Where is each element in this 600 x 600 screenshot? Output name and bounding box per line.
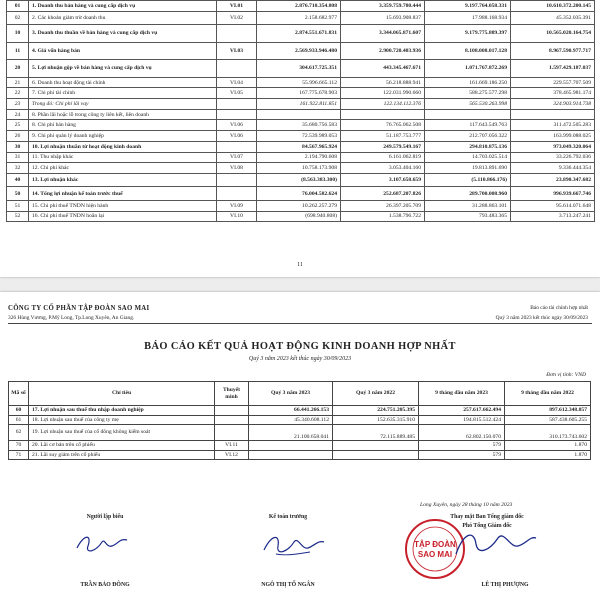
cell-m9-2023: 8.108.008.017.128 xyxy=(425,42,511,60)
cell-q3-2022: 15.693.908.837 xyxy=(341,11,425,25)
cell-m9-2022: 1.870 xyxy=(505,450,591,460)
cell-q3-2022: 56.218.888.941 xyxy=(341,77,425,88)
cell-q3-2022: 152.635.315.910 xyxy=(333,415,419,425)
cell-q3-2023: 55.996.665.112 xyxy=(257,77,341,88)
table-row xyxy=(7,141,595,152)
accountant-signature xyxy=(258,528,328,562)
cell-note xyxy=(217,141,257,152)
cell-label: 18. Lợi nhuận sau thuế của công ty mẹ xyxy=(29,415,215,425)
stamp-text-line2: SAO MAI xyxy=(417,550,453,559)
cell-note: VI.06 xyxy=(217,120,257,131)
cell-m9-2022: 1.870 xyxy=(505,441,591,451)
director-role-1: Thay mặt Ban Tổng giám đốc xyxy=(450,514,524,520)
table-row xyxy=(7,60,595,78)
cell-q3-2022: 3.107.658.659 xyxy=(341,173,425,187)
header-note: Thuyết minh xyxy=(215,382,249,406)
cell-label: Trong đó: Chi phí lãi vay xyxy=(29,99,217,110)
cell-m9-2023: 212.707.056.322 xyxy=(425,131,511,142)
cell-label: 11. Thu nhập khác xyxy=(29,152,217,163)
income-statement-table xyxy=(8,381,591,460)
cell-m9-2022: 229.557.707.509 xyxy=(511,77,595,88)
cell-m9-2023: 31.288.863.101 xyxy=(425,200,511,211)
company-name: CÔNG TY CỔ PHẦN TẬP ĐOÀN SAO MAI xyxy=(8,305,150,312)
cell-q3-2022: 3.053.404.160 xyxy=(341,163,425,174)
cell-m9-2023: 9.179.775.889.397 xyxy=(425,25,511,43)
cell-code: 62 xyxy=(9,425,29,441)
header-label: Chỉ tiêu xyxy=(29,382,215,406)
director-signature xyxy=(448,524,538,564)
cell-m9-2022: 8.967.590.977.717 xyxy=(511,42,595,60)
cell-m9-2023: 14.703.025.514 xyxy=(425,152,511,163)
cell-m9-2022: 311.472.505.283 xyxy=(511,120,595,131)
cell-m9-2023: 289.700.008.960 xyxy=(425,187,511,201)
cell-label: 17. Lợi nhuận sau thuế thu nhập doanh nghiệp xyxy=(29,406,215,416)
table-row xyxy=(7,200,595,211)
cell-m9-2023: 19.813.891.690 xyxy=(425,163,511,174)
cell-note xyxy=(215,415,249,425)
cell-m9-2023: 579 xyxy=(419,441,505,451)
cell-m9-2022: 897.612.348.857 xyxy=(505,406,591,416)
table-row xyxy=(7,99,595,110)
cell-m9-2023: 62.802.150.070 xyxy=(419,425,505,441)
cell-m9-2023: 194.815.512.424 xyxy=(419,415,505,425)
cell-q3-2023: 35.680.756.583 xyxy=(257,120,341,131)
cell-q3-2023: (698.940.808) xyxy=(257,211,341,222)
stamp-text-line1: TẬP ĐOÀN xyxy=(414,540,456,549)
cell-q3-2023 xyxy=(249,441,333,451)
header-q3-2023: Quý 3 năm 2023 xyxy=(249,382,333,406)
cell-m9-2022: 33.226.792.036 xyxy=(511,152,595,163)
income-statement-table-continued xyxy=(6,0,595,222)
cell-m9-2023: 161.669.186.250 xyxy=(425,77,511,88)
table-row xyxy=(7,11,595,25)
cell-q3-2022: 76.765.062.508 xyxy=(341,120,425,131)
company-address: 326 Hùng Vương, P.Mỹ Long, Tp.Long Xuyên, An Giang. xyxy=(8,315,135,321)
cell-note xyxy=(215,406,249,416)
table-row xyxy=(9,415,591,425)
cell-note xyxy=(217,25,257,43)
cell-label: 14. Tổng lợi nhuận kế toán trước thuế xyxy=(29,187,217,201)
cell-q3-2022: 72.115.889.485 xyxy=(333,425,419,441)
page-number: 11 xyxy=(297,262,303,268)
cell-q3-2023 xyxy=(257,109,341,120)
cell-q3-2022: 26.397.205.709 xyxy=(341,200,425,211)
cell-q3-2023: 76.004.582.624 xyxy=(257,187,341,201)
table-row xyxy=(7,120,595,131)
table-row xyxy=(7,131,595,142)
table-row xyxy=(9,425,591,441)
table-row xyxy=(7,25,595,43)
cell-q3-2023: 2.158.682.977 xyxy=(257,11,341,25)
report-period: Quý 3 năm 2023 kết thúc ngày 30/09/2023 xyxy=(495,315,588,321)
cell-m9-2023: 588.275.577.298 xyxy=(425,88,511,99)
cell-q3-2023: 2.569.933.946.480 xyxy=(257,42,341,60)
cell-label: 7. Chi phí tài chính xyxy=(29,88,217,99)
cell-note xyxy=(217,99,257,110)
cell-code: 61 xyxy=(9,415,29,425)
cell-m9-2022: 310.173.743.602 xyxy=(505,425,591,441)
cell-q3-2022 xyxy=(333,441,419,451)
director-role-2: Phó Tổng Giám đốc xyxy=(462,523,512,529)
table-row xyxy=(7,163,595,174)
cell-code: 50 xyxy=(7,187,29,201)
table-row xyxy=(7,173,595,187)
cell-label: 19. Lợi nhuận sau thuế của cổ đông không kiểm soát xyxy=(29,425,215,441)
cell-m9-2023 xyxy=(425,109,511,120)
cell-m9-2023: 565.530.263.998 xyxy=(425,99,511,110)
cell-code: 23 xyxy=(7,99,29,110)
table-row xyxy=(7,152,595,163)
header-q3-2022: Quý 3 năm 2022 xyxy=(333,382,419,406)
table-row xyxy=(9,441,591,451)
cell-m9-2022: 10.565.020.164.754 xyxy=(511,25,595,43)
header-9m-2023: 9 tháng đầu năm 2023 xyxy=(419,382,505,406)
header-divider xyxy=(8,323,592,324)
place-date: Long Xuyên, ngày 28 tháng 10 năm 2023 xyxy=(420,502,513,508)
cell-note: VI.11 xyxy=(215,441,249,451)
cell-q3-2023 xyxy=(249,450,333,460)
cell-label: 5. Lợi nhuận gộp về bán hàng và cung cấp dịch vụ xyxy=(29,60,217,78)
cell-q3-2023: 45.340.608.112 xyxy=(249,415,333,425)
cell-note: VI.12 xyxy=(215,450,249,460)
report-page-bottom xyxy=(0,292,600,600)
accountant-role: Kế toán trưởng xyxy=(268,514,308,520)
cell-code: 71 xyxy=(9,450,29,460)
cell-m9-2022: 23.890.347.682 xyxy=(511,173,595,187)
cell-m9-2023: 579 xyxy=(419,450,505,460)
cell-q3-2023: 2.876.710.354.808 xyxy=(257,1,341,12)
cell-label: 8. Phần lãi hoặc lỗ trong công ty liên kết, liên doanh xyxy=(29,109,217,120)
cell-m9-2022: 45.352.035.391 xyxy=(511,11,595,25)
header-9m-2022: 9 tháng đầu năm 2022 xyxy=(505,382,591,406)
cell-code: 02 xyxy=(7,11,29,25)
cell-label: 21. Lãi suy giảm trên cổ phiếu xyxy=(29,450,215,460)
preparer-signature xyxy=(72,530,132,560)
accountant-name: NGÔ THỊ TỐ NGÂN xyxy=(261,582,315,588)
table-row xyxy=(9,450,591,460)
cell-code: 25 xyxy=(7,120,29,131)
report-type: Báo cáo tài chính hợp nhất xyxy=(530,305,588,311)
table-row xyxy=(7,109,595,120)
cell-q3-2023: 66.441.266.153 xyxy=(249,406,333,416)
cell-m9-2023: 117.643.549.763 xyxy=(425,120,511,131)
cell-q3-2023: 21.100.658.041 xyxy=(249,425,333,441)
table-row xyxy=(7,187,595,201)
cell-label: 16. Chi phí thuế TNDN hoãn lại xyxy=(29,211,217,222)
cell-q3-2022: 51.187.753.777 xyxy=(341,131,425,142)
cell-code: 24 xyxy=(7,109,29,120)
cell-m9-2023: 793.483.365 xyxy=(425,211,511,222)
cell-code: 11 xyxy=(7,42,29,60)
header-code: Mã số xyxy=(9,382,29,406)
cell-m9-2022: 587.438.605.255 xyxy=(505,415,591,425)
cell-note: VI.08 xyxy=(217,163,257,174)
cell-code: 10 xyxy=(7,25,29,43)
cell-q3-2022 xyxy=(341,109,425,120)
cell-q3-2023: 304.617.725.351 xyxy=(257,60,341,78)
cell-m9-2022 xyxy=(511,109,595,120)
cell-code: 22 xyxy=(7,88,29,99)
cell-q3-2023: (8.563.383.300) xyxy=(257,173,341,187)
cell-q3-2022: 122.031.990.660 xyxy=(341,88,425,99)
cell-q3-2023: 167.775.678.903 xyxy=(257,88,341,99)
cell-m9-2022: 324.903.914.738 xyxy=(511,99,595,110)
cell-note xyxy=(217,187,257,201)
cell-q3-2023: 72.539.989.053 xyxy=(257,131,341,142)
cell-label: 3. Doanh thu thuần về bán hàng và cung cấp dịch vụ xyxy=(29,25,217,43)
currency-unit: Đơn vị tính: VND xyxy=(546,372,586,378)
table-row xyxy=(9,406,591,416)
cell-note xyxy=(215,425,249,441)
cell-q3-2023: 2.874.551.671.831 xyxy=(257,25,341,43)
cell-note: VI.10 xyxy=(217,211,257,222)
cell-label: 6. Doanh thu hoạt động tài chính xyxy=(29,77,217,88)
cell-label: 8. Chi phí bán hàng xyxy=(29,120,217,131)
report-title: BÁO CÁO KẾT QUẢ HOẠT ĐỘNG KINH DOANH HỢP NHẤT xyxy=(144,341,456,352)
table-row xyxy=(7,211,595,222)
cell-label: 12. Chi phí khác xyxy=(29,163,217,174)
cell-q3-2023: 2.194.790.608 xyxy=(257,152,341,163)
cell-code: 70 xyxy=(9,441,29,451)
cell-note xyxy=(217,173,257,187)
cell-code: 30 xyxy=(7,141,29,152)
cell-code: 20 xyxy=(7,60,29,78)
cell-q3-2022: 443.345.467.671 xyxy=(341,60,425,78)
cell-note: VI.02 xyxy=(217,11,257,25)
cell-m9-2022: 9.336.444.354 xyxy=(511,163,595,174)
cell-note: VI.04 xyxy=(217,77,257,88)
cell-note xyxy=(217,109,257,120)
cell-q3-2022: 3.344.065.871.607 xyxy=(341,25,425,43)
cell-q3-2022: 249.579.549.167 xyxy=(341,141,425,152)
report-subtitle: Quý 3 năm 2023 kết thúc ngày 30/09/2023 xyxy=(248,356,352,362)
cell-label: 9. Chi phí quản lý doanh nghiệp xyxy=(29,131,217,142)
cell-code: 26 xyxy=(7,131,29,142)
table-header-row xyxy=(9,382,591,406)
cell-q3-2022: 3.359.759.780.444 xyxy=(341,1,425,12)
table-row xyxy=(7,42,595,60)
director-name: LÊ THỊ PHƯỢNG xyxy=(481,582,529,588)
cell-q3-2022: 252.687.207.826 xyxy=(341,187,425,201)
cell-code: 31 xyxy=(7,152,29,163)
cell-code: 52 xyxy=(7,211,29,222)
cell-label: 4. Giá vốn hàng bán xyxy=(29,42,217,60)
cell-q3-2022: 6.161.062.819 xyxy=(341,152,425,163)
cell-m9-2023: (5.110.866.176) xyxy=(425,173,511,187)
cell-m9-2022: 1.597.429.187.037 xyxy=(511,60,595,78)
cell-code: 32 xyxy=(7,163,29,174)
cell-note: VI.05 xyxy=(217,88,257,99)
cell-m9-2023: 17.988.168.934 xyxy=(425,11,511,25)
cell-m9-2022: 3.713.247.241 xyxy=(511,211,595,222)
cell-q3-2022: 1.538.796.722 xyxy=(341,211,425,222)
preparer-role: Người lập biểu xyxy=(86,514,124,520)
cell-label: 1. Doanh thu bán hàng và cung cấp dịch vụ xyxy=(29,1,217,12)
cell-m9-2022: 10.610.372.200.145 xyxy=(511,1,595,12)
cell-m9-2022: 163.999.088.025 xyxy=(511,131,595,142)
cell-m9-2023: 9.197.764.058.331 xyxy=(425,1,511,12)
cell-note: VI.01 xyxy=(217,1,257,12)
cell-q3-2023: 84.567.965.924 xyxy=(257,141,341,152)
cell-code: 01 xyxy=(7,1,29,12)
cell-q3-2022: 2.900.720.403.936 xyxy=(341,42,425,60)
cell-code: 60 xyxy=(9,406,29,416)
cell-m9-2022: 378.465.981.174 xyxy=(511,88,595,99)
cell-label: 2. Các khoản giảm trừ doanh thu xyxy=(29,11,217,25)
cell-q3-2023: 161.922.811.851 xyxy=(257,99,341,110)
cell-label: 15. Chi phí thuế TNDN hiện hành xyxy=(29,200,217,211)
cell-q3-2022: 224.751.205.395 xyxy=(333,406,419,416)
cell-label: 10. Lợi nhuận thuần từ hoạt động kinh doanh xyxy=(29,141,217,152)
cell-note: VI.06 xyxy=(217,131,257,142)
table-row xyxy=(7,88,595,99)
cell-m9-2023: 257.617.662.494 xyxy=(419,406,505,416)
cell-note: VI.03 xyxy=(217,42,257,60)
table-row xyxy=(7,1,595,12)
cell-m9-2023: 294.810.875.136 xyxy=(425,141,511,152)
cell-m9-2023: 1.071.767.872.269 xyxy=(425,60,511,78)
cell-code: 40 xyxy=(7,173,29,187)
cell-m9-2022: 973.049.320.064 xyxy=(511,141,595,152)
cell-q3-2023: 10.758.173.908 xyxy=(257,163,341,174)
cell-note: VI.09 xyxy=(217,200,257,211)
cell-label: 20. Lãi cơ bản trên cổ phiếu xyxy=(29,441,215,451)
table-row xyxy=(7,77,595,88)
cell-q3-2022 xyxy=(333,450,419,460)
cell-note: VI.07 xyxy=(217,152,257,163)
cell-code: 51 xyxy=(7,200,29,211)
report-page-top xyxy=(0,0,600,277)
cell-m9-2022: 996.939.667.746 xyxy=(511,187,595,201)
cell-q3-2023: 10.262.257.279 xyxy=(257,200,341,211)
cell-note xyxy=(217,60,257,78)
cell-m9-2022: 95.614.071.648 xyxy=(511,200,595,211)
preparer-name: TRẦN BẢO ĐÔNG xyxy=(80,582,130,588)
cell-label: 13. Lợi nhuận khác xyxy=(29,173,217,187)
cell-code: 21 xyxy=(7,77,29,88)
cell-q3-2022: 122.134.112.376 xyxy=(341,99,425,110)
